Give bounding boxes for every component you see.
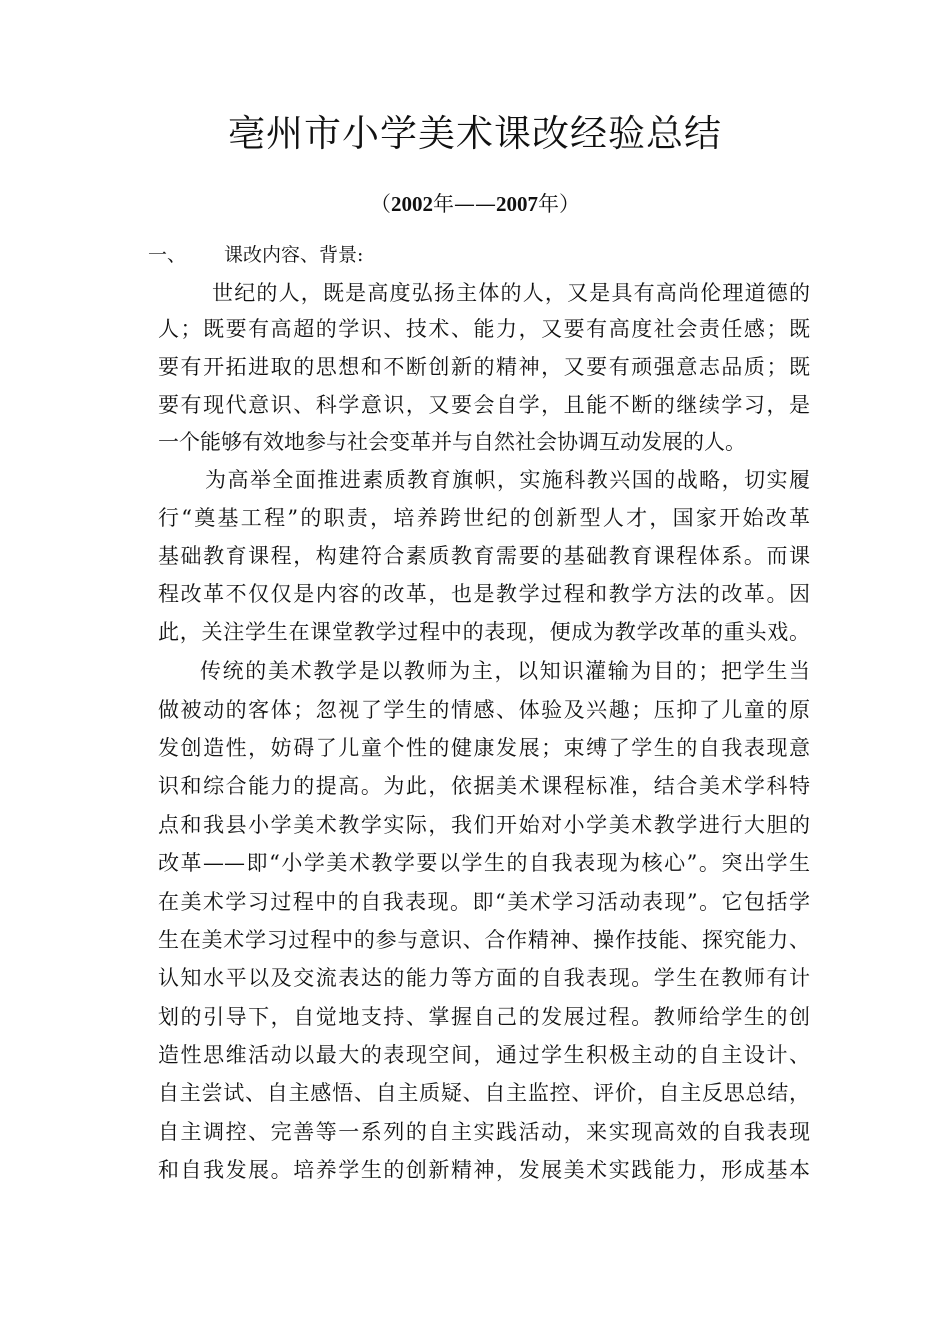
body-line: 认知水平以及交流表达的能力等方面的自我表现。学生在教师有计: [158, 966, 810, 990]
body-line: 发创造性，妨碍了儿童个性的健康发展；束缚了学生的自我表现意: [158, 736, 810, 760]
section-number: 一、: [148, 244, 187, 266]
body-line: 改革——即“小学美术教学要以学生的自我表现为核心”。突出学生: [158, 851, 810, 875]
body-line: 世纪的人，既是高度弘扬主体的人，又是具有高尚伦理道德的: [212, 281, 810, 305]
body-line: 人；既要有高超的学识、技术、能力，又要有高度社会责任感；既: [158, 317, 810, 341]
subtitle-end-year: 2007: [496, 192, 538, 216]
body-line: 基础教育课程，构建符合素质教育需要的基础教育课程体系。而课: [158, 544, 810, 568]
subtitle-year-close: 年）: [538, 192, 580, 216]
body-line: 要有开拓进取的思想和不断创新的精神，又要有顽强意志品质；既: [158, 355, 810, 379]
body-line: 自主尝试、自主感悟、自主质疑、自主监控、评价，自主反思总结，: [158, 1081, 810, 1105]
body-line: 划的引导下，自觉地支持、掌握自己的发展过程。教师给学生的创: [158, 1005, 810, 1029]
body-line: 做被动的客体；忽视了学生的情感、体验及兴趣；压抑了儿童的原: [158, 698, 810, 722]
body-line: 和自我发展。培养学生的创新精神，发展美术实践能力，形成基本: [158, 1158, 810, 1182]
subtitle-year-dash: 年——: [433, 192, 496, 216]
section-heading-text: 课改内容、背景:: [224, 244, 364, 266]
body-line: 程改革不仅仅是内容的改革，也是教学过程和教学方法的改革。因: [158, 582, 810, 606]
body-line: 在美术学习过程中的自我表现。即“美术学习活动表现”。它包括学: [158, 890, 810, 914]
body-line: 一个能够有效地参与社会变革并与自然社会协调互动发展的人。: [158, 430, 746, 454]
body-line: 要有现代意识、科学意识，又要会自学，且能不断的继续学习，是: [158, 393, 810, 417]
document-subtitle: [0, 188, 950, 220]
body-line: 行“奠基工程”的职责，培养跨世纪的创新型人才，国家开始改革: [158, 506, 810, 530]
subtitle-start-year: 2002: [391, 192, 433, 216]
body-line: 此，关注学生在课堂教学过程中的表现，便成为教学改革的重头戏。: [158, 620, 810, 644]
body-line: 造性思维活动以最大的表现空间，通过学生积极主动的自主设计、: [158, 1043, 810, 1067]
body-line: 为高举全面推进素质教育旗帜，实施科教兴国的战略，切实履: [205, 468, 810, 492]
subtitle-open-paren: （: [370, 192, 391, 216]
body-line: 识和综合能力的提高。为此，依据美术课程标准，结合美术学科特: [158, 774, 810, 798]
section-heading: [148, 240, 363, 270]
document-title: 亳州市小学美术课改经验总结: [228, 112, 722, 155]
body-line: 点和我县小学美术教学实际，我们开始对小学美术教学进行大胆的: [158, 813, 810, 837]
body-line: 自主调控、完善等一系列的自主实践活动，来实现高效的自我表现: [158, 1120, 810, 1144]
body-line: 传统的美术教学是以教师为主，以知识灌输为目的；把学生当: [200, 659, 810, 683]
body-line: 生在美术学习过程中的参与意识、合作精神、操作技能、探究能力、: [158, 928, 810, 952]
